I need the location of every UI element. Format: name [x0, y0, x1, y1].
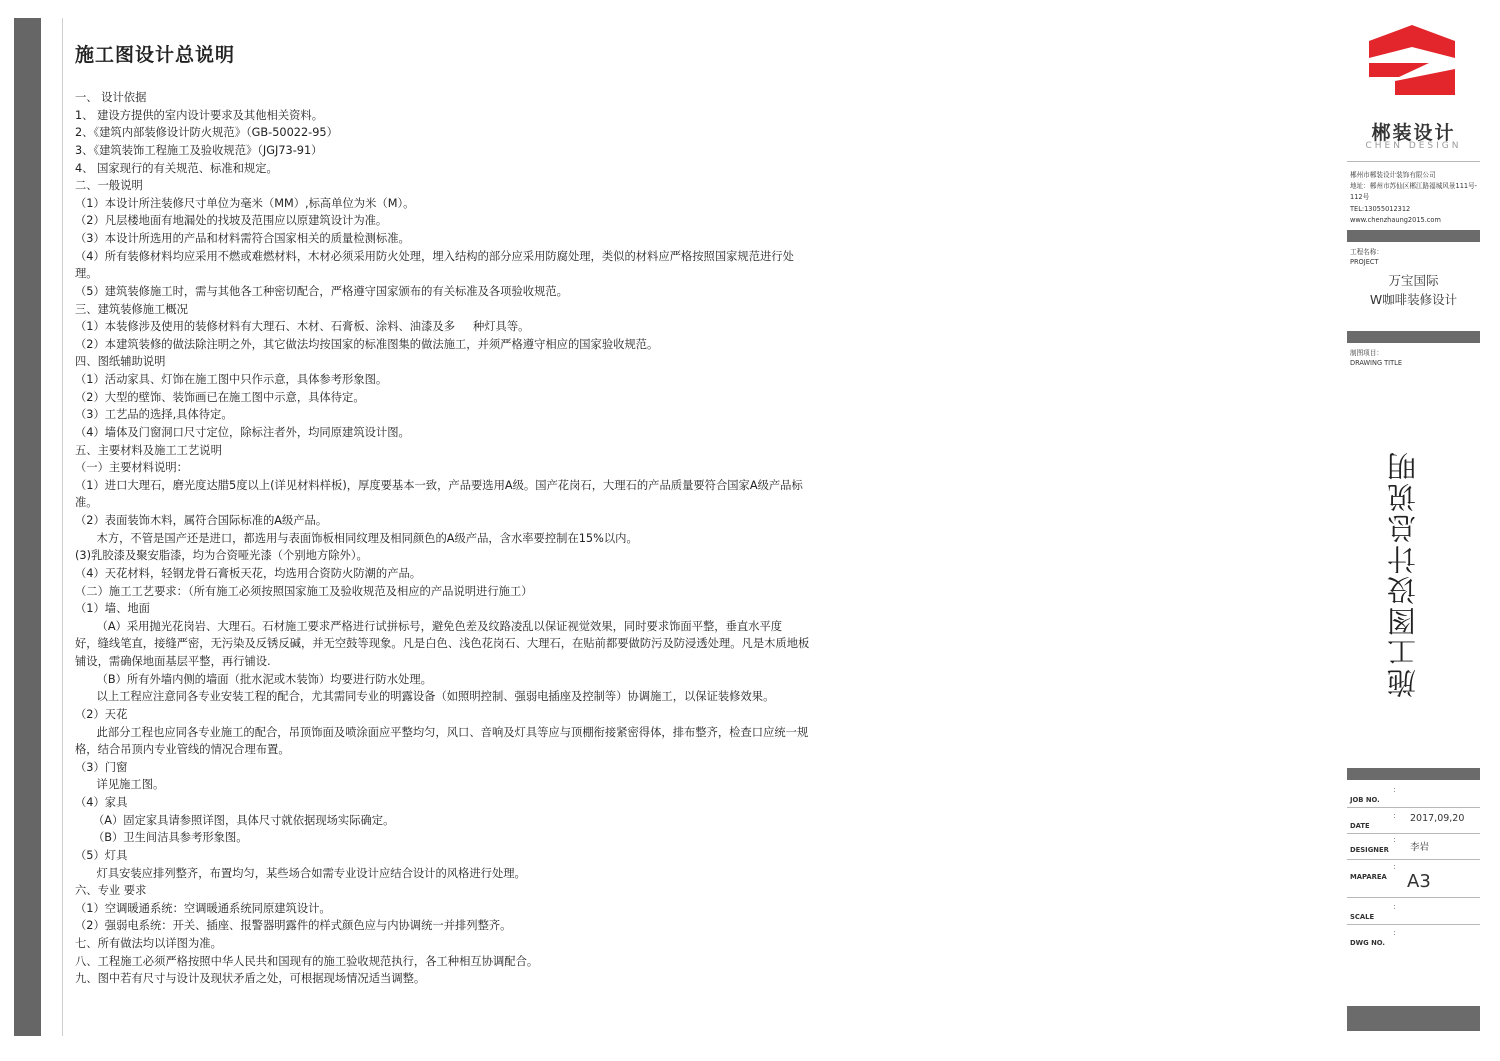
note-line: （A）采用抛光花岗岩、大理石。石材施工要求严格进行试拼标号，避免色差及纹路凌乱以保证视觉效果，同时要求饰面平整，垂直水平度: [75, 619, 783, 633]
note-line: （1）空调暖通系统：空调暖通系统同原建筑设计。: [75, 901, 331, 915]
sheet-border-line: [62, 18, 63, 1036]
maparea-label: MAPAREA: [1350, 873, 1387, 881]
note-line: 好，缝线笔直，接缝严密，无污染及反锈反碱，并无空鼓等现象。凡是白色、浅色花岗石、大理石，在贴前都要做防污及防浸透处理。凡是木质地板: [75, 637, 810, 651]
note-line: （2）表面装饰木料，属符合国际标准的A级产品。: [75, 514, 328, 527]
notes-section: [75, 40, 955, 988]
note-line: （3）本设计所选用的产品和材料需符合国家相关的质量检测标准。: [75, 232, 410, 245]
note-line: （1）墙、地面: [75, 602, 150, 616]
note-line: （一）主要材料说明：: [75, 461, 188, 475]
sheet-left-margin-bar: [14, 18, 41, 1036]
page-title: 施工图设计总说明: [75, 44, 236, 66]
company-name: 郴州市郴装设计装饰有限公司: [1350, 171, 1436, 179]
note-line: （二）施工工艺要求：（所有施工必须按照国家施工及验收规范及相应的产品说明进行施工）: [75, 584, 533, 598]
note-line: 准。: [75, 496, 98, 510]
note-line: 三、建筑装修施工概况: [75, 302, 188, 316]
note-line: 以上工程应注意同各专业安装工程的配合，尤其需同专业的明露设备（如照明控制、强弱电插座及控制等）协调施工，以保证装修效果。: [75, 690, 775, 704]
company-phone: TEL:13055012312: [1350, 204, 1411, 213]
note-line: 六、专业 要求: [75, 884, 147, 898]
divider: [1347, 833, 1480, 834]
brand-logo-icon: [1369, 25, 1455, 95]
date-colon: ：: [1393, 812, 1400, 820]
note-line: （B）所有外墙内侧的墙面（批水泥或木装饰）均要进行防水处理。: [75, 672, 432, 686]
drawing-title-label-cn: 制图项目：: [1350, 349, 1383, 357]
company-address-cont: 112号: [1350, 193, 1370, 202]
drawing-title-vertical: 施工图设计总说明: [1386, 450, 1420, 698]
section-bar: [1347, 331, 1480, 343]
note-line: 铺设，需确保地面基层平整，再行铺设.: [75, 655, 271, 668]
divider: [1347, 859, 1480, 860]
note-line: （4）家具: [75, 796, 128, 809]
project-name-line-2: W咖啡装修设计: [1369, 292, 1458, 307]
note-line: （B）卫生间洁具参考形象图。: [75, 831, 248, 845]
footer-bar: [1347, 1006, 1480, 1031]
note-line: （1）活动家具、灯饰在施工图中只作示意，具体参考形象图。: [75, 373, 388, 386]
note-line: （1）本装修涉及使用的装修材料有大理石、木材、石膏板、涂料、油漆及多 种灯具等。: [75, 320, 530, 334]
note-line: 格，结合吊顶内专业管线的情况合理布置。: [75, 743, 290, 757]
divider: [1347, 924, 1480, 925]
designer-colon: ：: [1393, 836, 1400, 844]
note-line: 1、 建设方提供的室内设计要求及其他相关资料。: [75, 108, 324, 122]
drawing-title-label-en: DRAWING TITLE: [1350, 359, 1402, 367]
divider: [1347, 161, 1480, 162]
note-line: 九、图中若有尺寸与设计及现状矛盾之处，可根据现场情况适当调整。: [75, 972, 426, 986]
divider: [1347, 897, 1480, 898]
note-line: （3）门窗: [75, 760, 128, 774]
note-line: （5）灯具: [75, 848, 128, 862]
date-value: 2017,09,20: [1410, 813, 1465, 824]
note-line: 灯具安装应排列整齐，布置均匀，某些场合如需专业设计应结合设计的风格进行处理。: [75, 866, 526, 880]
note-line: 此部分工程也应同各专业施工的配合，吊顶饰面及喷涂面应平整均匀，风口、音响及灯具等应与顶棚衔接紧密得体，排布整齐，检查口应统一规: [75, 725, 809, 739]
note-line: （5）建筑装修施工时，需与其他各工种密切配合，严格遵守国家颁布的有关标准及各项验收规范。: [75, 284, 568, 298]
note-line: （A）固定家具请参照详图，具体尺寸就依据现场实际确定。: [75, 813, 395, 827]
job-no-label: JOB NO.: [1350, 796, 1380, 804]
note-line: 五、主要材料及施工工艺说明: [75, 443, 222, 457]
note-line: 理。: [75, 267, 98, 281]
note-line: 四、图纸辅助说明: [75, 355, 166, 369]
note-line: 3、《建筑装饰工程施工及验收规范》（JGJ73-91）: [75, 143, 323, 157]
date-label: DATE: [1350, 822, 1370, 830]
company-website: www.chenzhaung2015.com: [1350, 215, 1441, 224]
note-line: （1）进口大理石，磨光度达腊5度以上(详见材料样板)，厚度要基本一致，产品要选用A级。国产花岗石，大理石的产品质量要符合国家A级产品标: [75, 478, 803, 492]
maparea-value: A3: [1407, 871, 1431, 892]
designer-label: DESIGNER: [1350, 846, 1389, 854]
note-line: （2）强弱电系统：开关、插座、报警器明露件的样式颜色应与内协调统一并排列整齐。: [75, 919, 512, 933]
section-bar: [1347, 768, 1480, 780]
brand-name: 郴装设计: [1371, 122, 1456, 144]
section-bar: [1347, 230, 1480, 242]
designer-value: 李岩: [1410, 842, 1430, 853]
note-line: (3)乳胶漆及聚安脂漆，均为合资哑光漆（个别地方除外）。: [75, 549, 368, 563]
project-name-line-1: 万宝国际: [1388, 273, 1439, 288]
note-line: （1）本设计所注装修尺寸单位为毫米（MM）,标高单位为米（M）。: [75, 196, 415, 210]
note-line: 详见施工图。: [75, 778, 165, 792]
title-block: [1347, 0, 1480, 1061]
divider: [1347, 807, 1480, 808]
note-line: 一、 设计依据: [75, 91, 147, 104]
brand-subtitle: CHEN DESIGN: [1365, 141, 1462, 151]
note-line: （3）工艺品的选择,具体待定。: [75, 408, 233, 422]
company-address: 地址：郴州市苏仙区郴江路福城风景111号-: [1350, 182, 1478, 191]
note-line: （4）天花材料，轻钢龙骨石膏板天花，均选用合资防火防潮的产品。: [75, 566, 422, 580]
scale-label: SCALE: [1350, 913, 1375, 921]
note-line: 2、《建筑内部装修设计防火规范》（GB-50022-95）: [75, 126, 338, 140]
note-line: 4、 国家现行的有关规范、标准和规定。: [75, 161, 278, 175]
note-line: 木方，不管是国产还是进口，都选用与表面饰板相同纹理及相同颜色的A级产品，含水率要控制在15%以内。: [75, 531, 638, 545]
note-line: 二、一般说明: [75, 179, 143, 193]
note-line: （2）天花: [75, 707, 128, 721]
company-info: [1350, 170, 1480, 226]
job-no-colon: ：: [1393, 786, 1400, 794]
note-line: （2）本建筑装修的做法除注明之外，其它做法均按国家的标准图集的做法施工，并须严格遵守相应的国家验收规范。: [75, 337, 659, 351]
dwg-no-colon: ：: [1393, 929, 1400, 937]
note-line: （4）所有装修材料均应采用不燃或难燃材料，木材必须采用防火处理，埋入结构的部分应采用防腐处理，类似的材料应严格按照国家规范进行处: [75, 249, 794, 263]
project-label-en: PROJECT: [1350, 258, 1379, 266]
maparea-colon: ：: [1393, 863, 1400, 871]
scale-colon: ：: [1393, 903, 1400, 911]
note-line: （2）大型的壁饰、装饰画已在施工图中示意，具体待定。: [75, 390, 365, 404]
project-name: [1347, 271, 1480, 309]
notes-list: [75, 89, 955, 988]
dwg-no-label: DWG NO.: [1350, 939, 1385, 947]
project-label-cn: 工程名称：: [1350, 248, 1383, 256]
note-line: 七、所有做法均以详图为准。: [75, 937, 222, 950]
note-line: （4）墙体及门窗洞口尺寸定位，除标注者外，均同原建筑设计图。: [75, 425, 410, 439]
note-line: 八、工程施工必须严格按照中华人民共和国现有的施工验收规范执行，各工种相互协调配合。: [75, 954, 539, 968]
note-line: （2）凡层楼地面有地漏处的找坡及范围应以原建筑设计为准。: [75, 214, 388, 228]
